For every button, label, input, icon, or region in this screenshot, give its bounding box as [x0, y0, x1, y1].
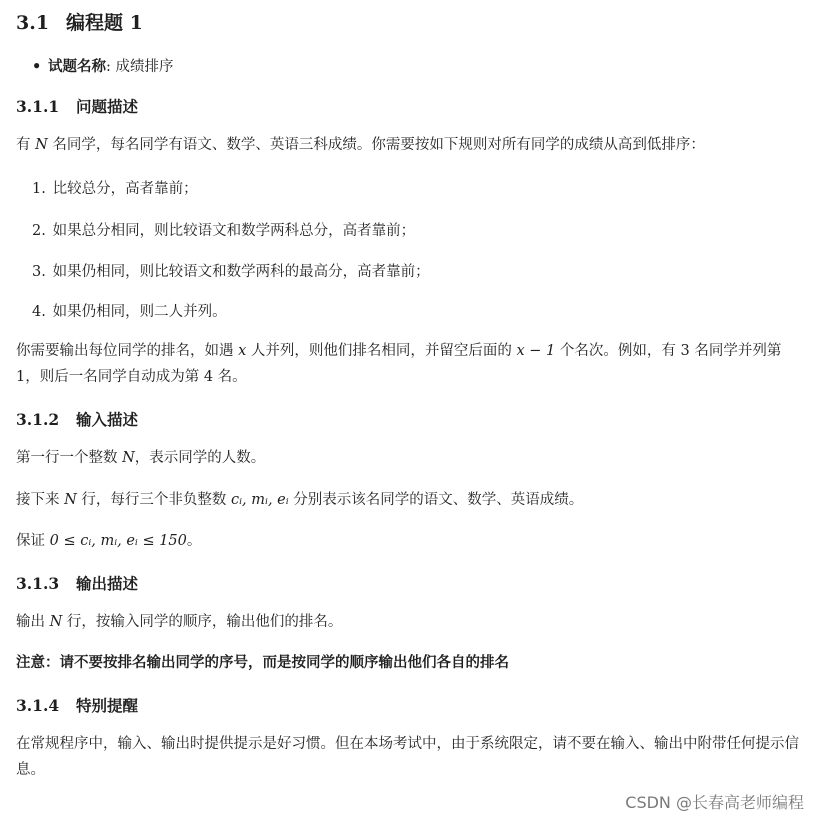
rule-text: 如果仍相同，则二人并列。 [52, 304, 227, 320]
subsection-title: 特别提醒 [76, 696, 139, 715]
input-text: 。 [186, 533, 202, 549]
watermark: CSDN @长春高老师编程 [625, 793, 804, 812]
math-var: N [122, 450, 135, 466]
input-line-2 [16, 487, 806, 513]
input-line-1 [16, 445, 806, 471]
output-line [16, 609, 806, 635]
rule-item [32, 260, 430, 281]
rule-text: 比较总分，高者靠前； [52, 181, 198, 197]
math-expression: 0 ≤ cᵢ, mᵢ, eᵢ ≤ 150 [49, 533, 187, 549]
rule-item [32, 300, 227, 321]
intro-paragraph [16, 132, 806, 158]
rule-number: 2. [32, 223, 46, 239]
subsection-heading-input [16, 408, 138, 430]
subsection-title: 问题描述 [76, 97, 139, 116]
subsection-number: 3.1.2 [16, 410, 60, 429]
input-text: 接下来 [16, 492, 60, 508]
rule-item [32, 219, 415, 240]
output-text: 输出 [16, 614, 45, 630]
problem-name-value: 成绩排序 [115, 59, 174, 75]
input-text: 保证 [16, 533, 45, 549]
subsection-number: 3.1.4 [16, 696, 60, 715]
subsection-number: 3.1.3 [16, 574, 60, 593]
rule-number: 4. [32, 304, 46, 320]
ranking-text: 你需要输出每位同学的排名，如遇 [16, 343, 234, 359]
input-constraint [16, 528, 806, 554]
subsection-heading-description [16, 95, 138, 117]
input-text: 第一行一个整数 [16, 450, 118, 466]
ranking-paragraph [16, 338, 806, 390]
problem-name-label: 试题名称 [48, 58, 106, 75]
math-var: N [64, 492, 77, 508]
section-title: 编程题 1 [66, 12, 143, 34]
subsection-title: 输出描述 [76, 574, 139, 593]
output-note: 注意：请不要按排名输出同学的序号，而是按同学的顺序输出他们各自的排名 [16, 654, 509, 671]
rule-text: 如果总分相同，则比较语文和数学两科总分，高者靠前； [52, 223, 416, 239]
input-text: ，表示同学的人数。 [134, 450, 266, 466]
subsection-number: 3.1.1 [16, 97, 60, 116]
intro-text: 有 [16, 137, 31, 153]
section-heading [16, 8, 143, 35]
rule-text: 如果仍相同，则比较语文和数学两科的最高分，高者靠前； [52, 264, 430, 280]
ranking-text: 个名次。例如，有 3 名同学并列第 1，则后一名同学自动成为第 4 名。 [16, 343, 782, 385]
math-var: N [49, 614, 63, 630]
intro-text: 名同学，每名同学有语文、数学、英语三科成绩。你需要按如下规则对所有同学的成绩从高到低排序： [52, 137, 705, 153]
section-number: 3.1 [16, 12, 50, 34]
problem-name-colon: : [106, 59, 111, 75]
input-text: 分别表示该名同学的语文、数学、英语成绩。 [293, 492, 584, 508]
subsection-heading-reminder [16, 694, 138, 716]
math-expression: cᵢ, mᵢ, eᵢ [231, 492, 289, 508]
bullet-icon: • [32, 58, 42, 75]
reminder-paragraph: 在常规程序中，输入、输出时提供提示是好习惯。但在本场考试中，由于系统限定，请不要在输入、输出中附带任何提示信息。 [16, 736, 799, 778]
ranking-text: 人并列，则他们排名相同，并留空后面的 [250, 343, 512, 359]
math-expression: x − 1 [516, 343, 556, 359]
subsection-title: 输入描述 [76, 410, 139, 429]
rule-number: 1. [32, 181, 46, 197]
subsection-heading-output [16, 572, 138, 594]
math-var: x [238, 343, 247, 359]
input-text: 行，每行三个非负整数 [81, 492, 227, 508]
rule-item [32, 177, 198, 198]
problem-name-item [32, 55, 174, 76]
rule-number: 3. [32, 264, 46, 280]
output-text: 行，按输入同学的顺序，输出他们的排名。 [66, 614, 343, 630]
math-var: N [35, 137, 48, 153]
